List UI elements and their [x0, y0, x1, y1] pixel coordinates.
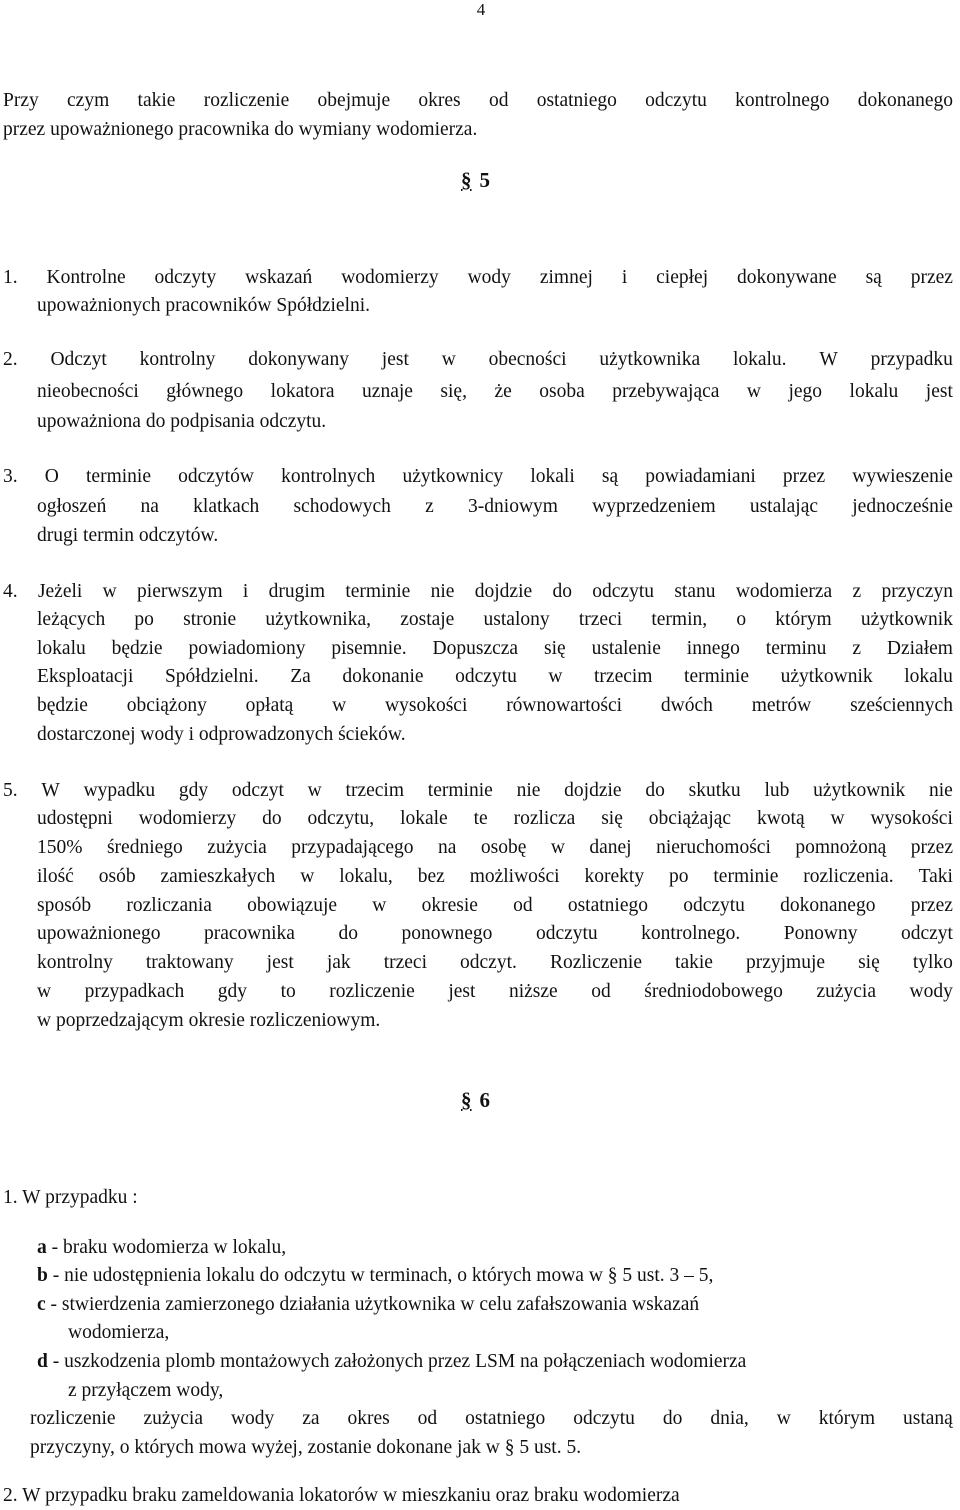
- s6-item-d: [37, 1350, 746, 1374]
- item-letter: c: [37, 1294, 46, 1315]
- s5-p5-line-8: [37, 980, 953, 1004]
- section-symbol: §: [461, 1088, 472, 1112]
- word: Działem: [886, 638, 953, 659]
- s6-item-a: [37, 1236, 286, 1260]
- word: lokale: [400, 808, 448, 829]
- word: pomnożoną: [795, 837, 887, 858]
- word: odczytu: [535, 923, 598, 944]
- word: O: [44, 466, 59, 487]
- word: powiadomiony: [188, 638, 306, 659]
- word: metrów: [751, 695, 812, 716]
- word: się: [858, 952, 880, 973]
- word: użytkownik: [813, 780, 906, 801]
- s5-p3-line-2: [37, 495, 953, 519]
- word: wody: [467, 267, 511, 288]
- word: wysokości: [385, 695, 468, 716]
- word: stronie: [183, 609, 237, 630]
- word: po: [668, 866, 689, 887]
- word: użytkownik: [780, 666, 873, 687]
- word: terminie: [713, 866, 779, 887]
- word: którym: [818, 1408, 876, 1429]
- word: ogłoszeń: [37, 496, 107, 517]
- word: trzeci: [578, 609, 623, 630]
- word: nieruchomości: [656, 837, 771, 858]
- s5-p4-line-6: dostarczonej wody i odprowadzonych ścieków.: [37, 724, 406, 745]
- word: zostaje: [400, 609, 455, 630]
- word: wody: [230, 1408, 275, 1429]
- word: udostępni: [37, 808, 113, 829]
- word: Eksploatacji: [37, 666, 134, 687]
- s6-p1-head: 1. W przypadku :: [3, 1187, 138, 1208]
- word: ciepłej: [656, 267, 709, 288]
- word: takie: [137, 90, 176, 111]
- word: Dopuszcza: [432, 638, 519, 659]
- word: nie: [516, 780, 541, 801]
- word: lokalu: [849, 381, 899, 402]
- word: w: [37, 981, 52, 1002]
- s5-p2-line-3: upoważniona do podpisania odczytu.: [37, 411, 327, 432]
- word: terminie: [684, 666, 750, 687]
- s5-p4-line-1: [3, 580, 953, 604]
- word: w: [300, 866, 315, 887]
- word: pisemnie.: [331, 638, 407, 659]
- word: od: [488, 90, 509, 111]
- word: jednocześnie: [852, 496, 953, 517]
- word: odczytu: [592, 581, 655, 602]
- word: dokonywane: [737, 267, 837, 288]
- word: lokalu: [904, 666, 953, 687]
- word: 150%: [37, 837, 83, 858]
- word: kontrolnego.: [641, 923, 741, 944]
- word: 2.: [3, 349, 18, 370]
- word: Taki: [918, 866, 953, 887]
- word: nie: [430, 581, 455, 602]
- word: wodomierza: [735, 581, 833, 602]
- word: kontrolnych: [281, 466, 376, 487]
- word: korekty: [584, 866, 645, 887]
- word: jest: [925, 381, 953, 402]
- word: przyjmuje: [745, 952, 826, 973]
- section-symbol: §: [461, 168, 472, 192]
- word: wodomierzy: [341, 267, 439, 288]
- word: terminie: [86, 466, 151, 487]
- word: będzie: [111, 638, 163, 659]
- s5-p4-line-4: [37, 665, 953, 689]
- word: Rozliczenie: [549, 952, 642, 973]
- item-letter: b: [37, 1265, 48, 1286]
- word: od: [417, 1408, 438, 1429]
- word: odczyt.: [460, 952, 517, 973]
- word: wodomierzy: [138, 808, 237, 829]
- word: 3.: [3, 466, 18, 487]
- word: danej: [589, 837, 632, 858]
- word: o: [736, 609, 747, 630]
- word: wypadku: [83, 780, 156, 801]
- word: do: [338, 923, 358, 944]
- word: ustalony: [483, 609, 550, 630]
- s5-p5-line-9: w poprzedzającym okresie rozliczeniowym.: [37, 1010, 381, 1031]
- s5-p4-line-2: [37, 608, 953, 632]
- word: przez: [910, 267, 953, 288]
- word: upoważnionego: [37, 923, 161, 944]
- word: równowartości: [506, 695, 623, 716]
- word: wody: [909, 981, 953, 1002]
- word: z: [425, 496, 434, 517]
- word: lokali: [530, 466, 575, 487]
- s6-p2-line-1: 2. W przypadku braku zameldowania lokatorów w mieszkaniu oraz braku wodomierza: [3, 1485, 680, 1506]
- word: jest: [266, 952, 294, 973]
- word: lokatora: [270, 381, 335, 402]
- word: uznaje: [362, 381, 413, 402]
- word: powiadamiani: [645, 466, 756, 487]
- word: użytkownicy: [402, 466, 504, 487]
- word: lub: [764, 780, 790, 801]
- item-letter: a: [37, 1237, 47, 1258]
- word: są: [601, 466, 619, 487]
- word: sposób: [37, 895, 92, 916]
- word: dwóch: [660, 695, 713, 716]
- word: opłatą: [245, 695, 294, 716]
- word: schodowych: [293, 496, 391, 517]
- word: odczyt: [231, 780, 284, 801]
- word: rozliczania: [126, 895, 212, 916]
- word: gdy: [178, 780, 209, 801]
- section-number: 6: [479, 1088, 490, 1112]
- word: w: [441, 349, 456, 370]
- item-text: - nie udostępnienia lokalu do odczytu w terminach, o których mowa w § 5 ust. 3 – 5,: [47, 1265, 714, 1286]
- word: odczytu,: [307, 808, 375, 829]
- word: w: [776, 1408, 791, 1429]
- word: w: [550, 837, 565, 858]
- word: odczyty: [154, 267, 217, 288]
- word: przez: [910, 837, 953, 858]
- word: zużycia: [143, 1408, 204, 1429]
- word: z: [852, 581, 862, 602]
- word: gdy: [217, 981, 248, 1002]
- word: kontrolnego: [735, 90, 830, 111]
- page-number: 4: [476, 0, 486, 19]
- word: to: [280, 981, 296, 1002]
- word: rozliczenie: [30, 1408, 116, 1429]
- word: dokonanie: [342, 666, 424, 687]
- word: dojdzie: [474, 581, 533, 602]
- word: przebywająca: [612, 381, 720, 402]
- s5-p1-line-2: upoważnionych pracowników Spółdzielni.: [37, 295, 371, 316]
- word: że: [494, 381, 512, 402]
- word: wywieszenie: [852, 466, 953, 487]
- word: do: [662, 1408, 683, 1429]
- s5-p5-line-2: [37, 807, 953, 831]
- word: odczyt: [900, 923, 953, 944]
- word: za: [302, 1408, 320, 1429]
- word: przez: [782, 466, 826, 487]
- word: są: [865, 267, 882, 288]
- word: przypadku: [870, 349, 953, 370]
- word: w: [746, 381, 761, 402]
- word: obejmuje: [317, 90, 391, 111]
- word: przypadającego: [291, 837, 414, 858]
- word: się: [601, 808, 623, 829]
- s5-p3-line-1: [3, 465, 953, 489]
- s5-p2-line-2: [37, 380, 953, 404]
- word: z: [852, 638, 861, 659]
- word: terminie: [427, 780, 493, 801]
- word: możliwości: [469, 866, 560, 887]
- word: odczytu: [645, 90, 707, 111]
- section-number: 5: [479, 168, 490, 192]
- word: bez: [417, 866, 445, 887]
- word: odczytów: [178, 466, 254, 487]
- word: drugim: [268, 581, 325, 602]
- word: do: [262, 808, 282, 829]
- word: przez: [910, 895, 953, 916]
- word: Ponowny: [783, 923, 858, 944]
- word: przypadkach: [84, 981, 185, 1002]
- word: obowiązuje: [247, 895, 338, 916]
- word: po: [134, 609, 154, 630]
- word: zużycia: [816, 981, 876, 1002]
- s5-p3-line-3: drugi termin odczytów.: [37, 525, 219, 546]
- word: obciążony: [126, 695, 207, 716]
- word: W: [41, 780, 60, 801]
- word: innego: [686, 638, 740, 659]
- word: rozlicza: [513, 808, 576, 829]
- word: dojdzie: [564, 780, 622, 801]
- word: zimnej: [539, 267, 593, 288]
- word: takie: [675, 952, 713, 973]
- word: dnia,: [710, 1408, 749, 1429]
- word: średniego: [106, 837, 183, 858]
- word: ustaną: [903, 1408, 953, 1429]
- word: odczytu: [683, 895, 745, 916]
- s5-p5-line-4: [37, 865, 953, 889]
- word: leżących: [37, 609, 106, 630]
- word: jak: [326, 952, 351, 973]
- section-5-heading: [461, 168, 490, 193]
- word: niższe: [508, 981, 558, 1002]
- s5-p5-line-3: [37, 836, 953, 860]
- s5-p5-line-7: [37, 951, 953, 975]
- word: którym: [775, 609, 832, 630]
- word: odczytu: [573, 1408, 635, 1429]
- s6-item-b: [37, 1264, 713, 1288]
- s5-p2-line-1: [3, 348, 953, 372]
- intro-line-1: [3, 89, 953, 113]
- s6-closing-line-1: [30, 1407, 953, 1431]
- word: na: [438, 837, 457, 858]
- word: dokonanego: [780, 895, 876, 916]
- word: ustalenie: [591, 638, 661, 659]
- word: 1.: [3, 267, 18, 288]
- word: lokalu: [37, 638, 86, 659]
- s5-p1-line-1: [3, 266, 953, 290]
- s5-p5-line-1: [3, 779, 953, 803]
- word: będzie: [37, 695, 88, 716]
- word: osobę: [480, 837, 527, 858]
- word: traktowany: [145, 952, 234, 973]
- s5-p5-line-6: [37, 922, 953, 946]
- word: w: [102, 581, 117, 602]
- word: zużycia: [207, 837, 267, 858]
- word: trzeci: [383, 952, 427, 973]
- s5-p4-line-3: [37, 637, 953, 661]
- word: pracownika: [203, 923, 295, 944]
- word: użytkownika: [599, 349, 701, 370]
- word: jego: [788, 381, 823, 402]
- word: się: [544, 638, 566, 659]
- word: ostatniego: [536, 90, 617, 111]
- item-text: - braku wodomierza w lokalu,: [46, 1237, 287, 1258]
- word: wysokości: [870, 808, 953, 829]
- word: nie: [929, 780, 953, 801]
- word: głównego: [166, 381, 244, 402]
- word: od: [591, 981, 611, 1002]
- word: ostatniego: [567, 895, 648, 916]
- word: lokalu.: [732, 349, 787, 370]
- word: wyprzedzeniem: [592, 496, 716, 517]
- intro-line-2: przez upoważnionego pracownika do wymiany wodomierza.: [3, 119, 478, 140]
- word: ostatniego: [465, 1408, 546, 1429]
- word: kwotą: [756, 808, 805, 829]
- word: do: [645, 780, 665, 801]
- word: się,: [440, 381, 467, 402]
- word: Przy: [3, 90, 39, 111]
- word: trzecim: [345, 780, 405, 801]
- item-letter: d: [37, 1351, 48, 1372]
- word: okresie: [421, 895, 478, 916]
- s6-item-d-cont: z przyłączem wody,: [68, 1380, 224, 1401]
- word: terminu: [765, 638, 827, 659]
- word: W: [819, 349, 838, 370]
- word: Odczyt: [50, 349, 107, 370]
- word: w: [830, 808, 845, 829]
- word: od: [513, 895, 533, 916]
- word: osób: [98, 866, 136, 887]
- word: i: [242, 581, 249, 602]
- word: rozliczenia.: [803, 866, 894, 887]
- word: Spółdzielni.: [164, 666, 259, 687]
- word: 3-dniowym: [468, 496, 558, 517]
- word: okres: [347, 1408, 390, 1429]
- s5-p5-line-5: [37, 894, 953, 918]
- s6-item-c: [37, 1293, 699, 1317]
- word: użytkownik: [860, 609, 953, 630]
- word: użytkownika,: [265, 609, 371, 630]
- word: tylko: [912, 952, 953, 973]
- word: skutku: [688, 780, 741, 801]
- word: jest: [381, 349, 409, 370]
- word: dokonywany: [248, 349, 349, 370]
- word: rozliczenie: [329, 981, 415, 1002]
- word: lokalu,: [339, 866, 393, 887]
- word: w: [332, 695, 347, 716]
- word: 4.: [3, 581, 18, 602]
- word: obecności: [488, 349, 567, 370]
- word: klatkach: [193, 496, 260, 517]
- s6-item-c-cont: wodomierza,: [68, 1322, 170, 1343]
- word: dokonanego: [857, 90, 953, 111]
- word: zamieszkałych: [160, 866, 276, 887]
- item-text: - stwierdzenia zamierzonego działania użytkownika w celu zafałszowania wskazań: [45, 1294, 700, 1315]
- word: Jeżeli: [37, 581, 83, 602]
- word: czym: [67, 90, 110, 111]
- word: termin,: [651, 609, 708, 630]
- word: ilość: [37, 866, 74, 887]
- word: obciążając: [648, 808, 732, 829]
- word: sześciennych: [850, 695, 953, 716]
- s5-p4-line-5: [37, 694, 953, 718]
- word: kontrolny: [37, 952, 113, 973]
- word: osoba: [539, 381, 585, 402]
- s6-closing-line-2: przyczyny, o których mowa wyżej, zostanie dokonane jak w § 5 ust. 5.: [30, 1437, 582, 1458]
- word: i: [621, 267, 628, 288]
- word: ponownego: [401, 923, 493, 944]
- word: odczytu: [455, 666, 517, 687]
- word: Kontrolne: [46, 267, 126, 288]
- word: ustalając: [749, 496, 819, 517]
- word: kontrolny: [139, 349, 216, 370]
- word: Za: [290, 666, 311, 687]
- word: 5.: [3, 780, 18, 801]
- word: jest: [448, 981, 476, 1002]
- word: na: [140, 496, 159, 517]
- word: stanu: [674, 581, 716, 602]
- word: w: [307, 780, 322, 801]
- word: do: [552, 581, 572, 602]
- item-text: - uszkodzenia plomb montażowych założonych przez LSM na połączeniach wodomierza: [47, 1351, 747, 1372]
- word: terminie: [345, 581, 411, 602]
- word: nieobecności: [37, 381, 139, 402]
- section-6-heading: [461, 1088, 490, 1113]
- word: rozliczenie: [203, 90, 290, 111]
- word: w: [548, 666, 563, 687]
- word: te: [473, 808, 488, 829]
- word: okres: [418, 90, 461, 111]
- word: przyczyn: [881, 581, 953, 602]
- word: trzecim: [594, 666, 653, 687]
- word: wskazań: [245, 267, 313, 288]
- word: pierwszym: [137, 581, 223, 602]
- word: w: [372, 895, 387, 916]
- word: średniodobowego: [644, 981, 783, 1002]
